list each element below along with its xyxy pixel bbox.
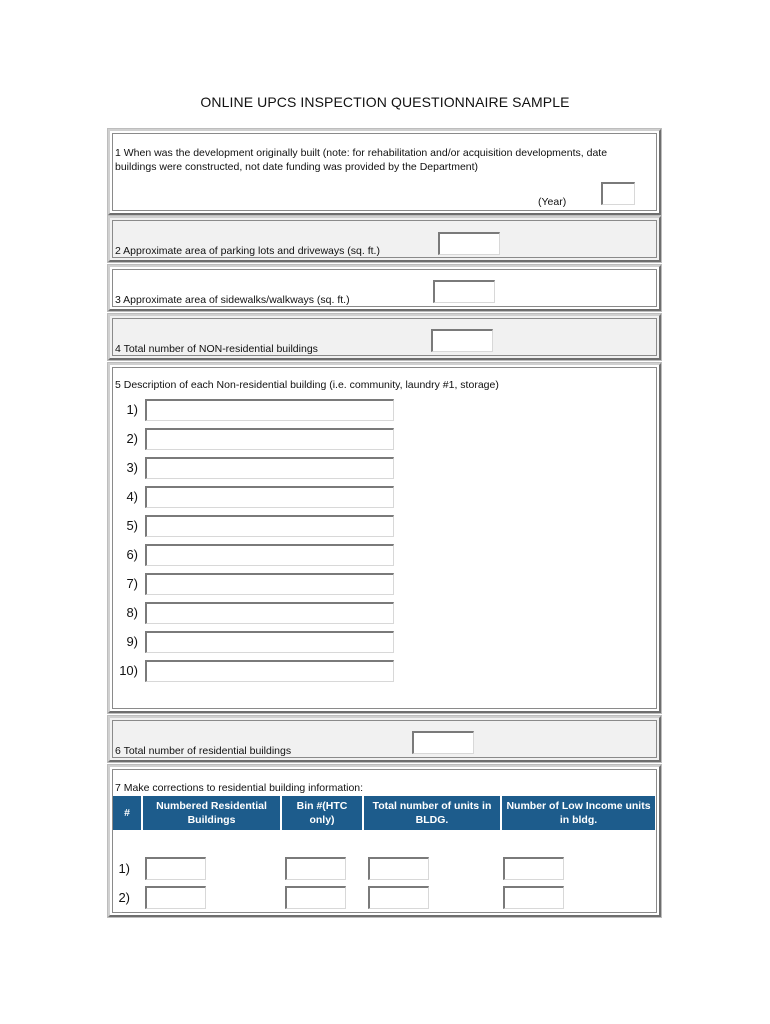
question-4-text: 4 Total number of NON-residential buildings: [115, 343, 318, 355]
building-desc-label-3: 3): [126, 460, 138, 475]
building-desc-input-6[interactable]: [145, 544, 394, 566]
question-3-text: 3 Approximate area of sidewalks/walkways (sq. ft.): [115, 294, 350, 306]
question-3-section: [108, 265, 661, 311]
building-desc-input-9[interactable]: [145, 631, 394, 653]
column-header-number: #: [113, 796, 141, 830]
sidewalk-area-input[interactable]: [433, 280, 495, 303]
building-desc-label-4: 4): [126, 489, 138, 504]
table-row-label-1: 1): [118, 861, 130, 876]
building-desc-label-8: 8): [126, 605, 138, 620]
building-desc-label-9: 9): [126, 634, 138, 649]
question-2-text: 2 Approximate area of parking lots and driveways (sq. ft.): [115, 245, 380, 257]
question-7-text: 7 Make corrections to residential building information:: [115, 782, 364, 794]
row1-low-income-units-input[interactable]: [503, 857, 564, 880]
building-desc-input-7[interactable]: [145, 573, 394, 595]
page-title: ONLINE UPCS INSPECTION QUESTIONNAIRE SAMPLE: [200, 94, 570, 110]
building-desc-input-4[interactable]: [145, 486, 394, 508]
building-desc-input-3[interactable]: [145, 457, 394, 479]
building-desc-label-6: 6): [126, 547, 138, 562]
year-input[interactable]: [601, 182, 635, 205]
row2-low-income-units-input[interactable]: [503, 886, 564, 909]
column-header-numbered-buildings: Numbered Residential Buildings: [143, 796, 280, 830]
question-5-section: [108, 363, 661, 713]
row1-total-units-input[interactable]: [368, 857, 429, 880]
row2-numbered-building-input[interactable]: [145, 886, 206, 909]
building-desc-input-8[interactable]: [145, 602, 394, 624]
building-desc-input-5[interactable]: [145, 515, 394, 537]
question-6-section: [108, 716, 661, 762]
building-desc-label-5: 5): [126, 518, 138, 533]
building-desc-input-2[interactable]: [145, 428, 394, 450]
building-desc-label-10: 10): [119, 663, 138, 678]
building-desc-input-10[interactable]: [145, 660, 394, 682]
question-4-section: [108, 314, 661, 360]
building-desc-label-1: 1): [126, 402, 138, 417]
row2-bin-input[interactable]: [285, 886, 346, 909]
building-desc-label-2: 2): [126, 431, 138, 446]
column-header-bin: Bin #(HTC only): [282, 796, 362, 830]
question-6-text: 6 Total number of residential buildings: [115, 745, 292, 757]
row1-numbered-building-input[interactable]: [145, 857, 206, 880]
row2-total-units-input[interactable]: [368, 886, 429, 909]
question-1-section: [108, 129, 661, 215]
row1-bin-input[interactable]: [285, 857, 346, 880]
parking-area-input[interactable]: [438, 232, 500, 255]
non-residential-count-input[interactable]: [431, 329, 493, 352]
residential-count-input[interactable]: [412, 731, 474, 754]
question-5-text: 5 Description of each Non-residential building (i.e. community, laundry #1, storage): [115, 379, 499, 391]
question-1-text: 1 When was the development originally built (note: for rehabilitation and/or acquisition developments, date buildings were constructed, not date funding was provided by the Department): [115, 147, 608, 173]
building-desc-label-7: 7): [126, 576, 138, 591]
table-row-label-2: 2): [118, 890, 130, 905]
year-label: (Year): [538, 196, 567, 208]
column-header-low-income-units: Number of Low Income units in bldg.: [502, 796, 655, 830]
building-desc-input-1[interactable]: [145, 399, 394, 421]
question-2-section: [108, 216, 661, 262]
column-header-total-units: Total number of units in BLDG.: [364, 796, 500, 830]
